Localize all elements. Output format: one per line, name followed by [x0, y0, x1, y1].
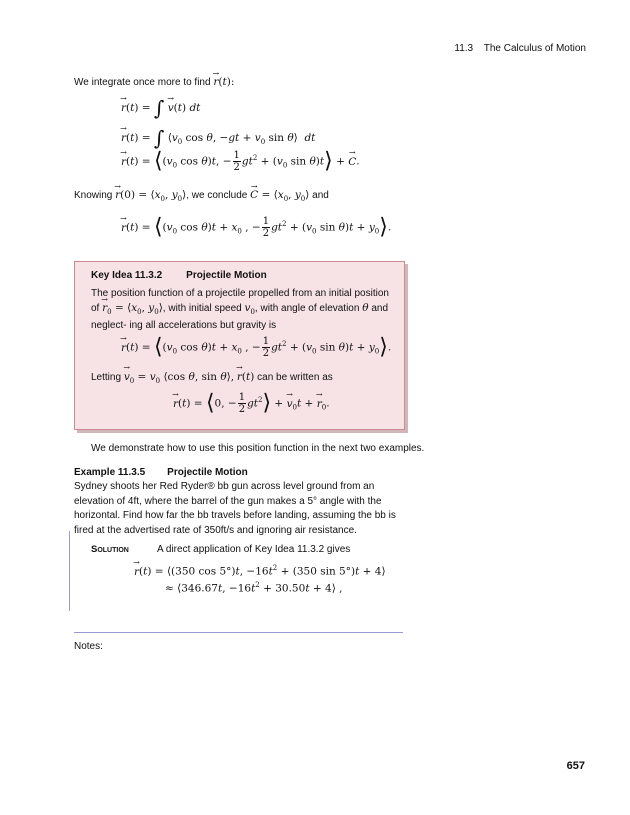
- key-idea-paragraph: The position function of a projectile propelled from an initial position of → $r_0$ = $⟨x_0$, $y_0⟩$, with initial speed $v_0$, with angle of elevation θ and neglect- ing all accelerations but gravity is: [91, 287, 396, 333]
- solution-equation-2: ≈ ⟨346.67t, $-16t^2 + 30.50t$ + 4⟩ ,: [165, 581, 343, 595]
- notes-divider: [74, 632, 403, 633]
- knowing-paragraph: Knowing → $r(0) = ⟨x_0$, $y_0⟩$, we conclude → $C = ⟨x_0$, $y_0⟩$ and: [74, 188, 404, 207]
- section-number: 11.3: [454, 43, 474, 54]
- equation-3: → $r(t) = ⟨(v_0$ cos θ)t, − $\frac{1}{2}$ $gt^2 + (v_0$ sin θ)t⟩ + → C.: [121, 150, 360, 173]
- intro-paragraph: We integrate once more to find → r(t):: [74, 75, 404, 91]
- notes-label: Notes:: [74, 641, 103, 652]
- key-idea-letting: Letting → $v_0 = v_0$ ⟨cos θ, sin θ⟩, → r(t) can be written as: [91, 371, 333, 385]
- page-number: 657: [566, 760, 585, 772]
- example-text: Sydney shoots her Red Ryder® bb gun across level ground from an elevation of 4ft, where the barrel of the gun makes a 5° angle with the horizontal. Find how far the bb travels before landing, assuming the bb is fired at the advertised rate of 350ft/s and ignoring air resistance.: [74, 481, 396, 536]
- equation-4: → $r(t) = ⟨(v_0$ $\cos \theta)t + x_0$ , − $\frac{1}{2}$ $gt^2 + (v_0$ $\sin \theta)t + y_0⟩$.: [121, 216, 391, 239]
- key-idea-equation-2: → r(t) = ⟨0, − $\frac{1}{2}$ $gt^2⟩$ + → $v_0t$ + → $r_0$.: [173, 392, 330, 415]
- solution-text: A direct application of Key Idea 11.3.2 gives: [157, 544, 351, 555]
- key-idea-title: Key Idea 11.3.2 Projectile Motion: [91, 270, 267, 281]
- example-title: Example 11.3.5 Projectile Motion: [74, 467, 248, 478]
- section-title: The Calculus of Motion: [483, 43, 586, 54]
- running-header: [454, 43, 586, 54]
- equation-2: → r(t) = ∫ $⟨v_0$ cos θ, $-gt + v_0$ sin θ⟩ dt: [121, 126, 315, 150]
- equation-1: → r(t) = ∫ → v(t) dt: [121, 96, 200, 120]
- key-idea-equation-1: → $r(t) = ⟨(v_0$ $\cos \theta)t + x_0$ , − $\frac{1}{2}$ $gt^2 + (v_0$ $\sin \theta)t + y_0⟩$.: [121, 336, 391, 359]
- solution-equation-1: → r(t) = ⟨(350 cos 5°)t, $-16t^2 + (350$ sin 5°)t + 4⟩: [134, 564, 386, 578]
- example-rule: [69, 531, 70, 611]
- solution-label: Solution: [91, 544, 129, 555]
- demo-paragraph: We demonstrate how to use this position function in the next two examples.: [91, 443, 425, 454]
